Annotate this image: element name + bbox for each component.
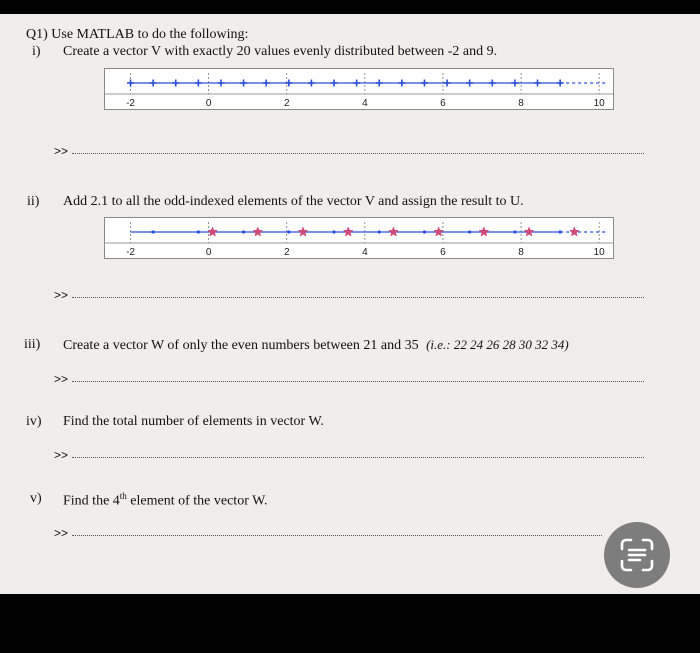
data-point-v: [466, 80, 473, 87]
data-point-star: [434, 227, 444, 236]
answer-line-v[interactable]: [72, 535, 602, 536]
tick-label: 8: [518, 247, 524, 258]
tick-label: 4: [362, 98, 368, 109]
data-point-v: [534, 80, 541, 87]
command-prompt: >>: [54, 144, 69, 158]
answer-line-ii[interactable]: [72, 297, 644, 298]
data-point-v: [353, 80, 360, 87]
tick-label: -2: [126, 98, 135, 109]
part-text-iii: [63, 337, 569, 354]
data-point-v: [172, 80, 179, 87]
data-point-star: [570, 227, 580, 236]
part-number-i: i): [32, 44, 41, 59]
data-point-star: [479, 227, 489, 236]
plot-u-svg: [105, 218, 613, 258]
data-point-v: [511, 80, 518, 87]
part-number-ii: ii): [27, 194, 40, 209]
tick-label: 8: [518, 98, 524, 109]
data-point-dot: [468, 230, 471, 233]
command-prompt: >>: [54, 526, 69, 540]
part-text-v-b: element of the vector W.: [126, 493, 268, 509]
plot-vector-v: [104, 68, 614, 110]
part-text-v-sup: th: [119, 491, 127, 501]
part-text-iv: Find the total number of elements in vector W.: [63, 414, 324, 429]
data-point-v: [308, 80, 315, 87]
text-scan-icon: [604, 522, 670, 588]
data-point-star: [343, 227, 353, 236]
data-point-dot: [332, 230, 335, 233]
data-point-dot: [242, 230, 245, 233]
data-point-v: [240, 80, 247, 87]
tick-label: 10: [593, 247, 605, 258]
part-number-v: v): [30, 491, 42, 506]
worksheet-page: [0, 14, 700, 594]
command-prompt: >>: [54, 372, 69, 386]
data-point-v: [331, 80, 338, 87]
part-text-i: Create a vector V with exactly 20 values evenly distributed between -2 and 9.: [63, 44, 498, 59]
plot-v-svg: [105, 69, 613, 109]
text-scan-button[interactable]: [604, 522, 670, 588]
part-number-iii: iii): [24, 337, 41, 352]
data-point-v: [217, 80, 224, 87]
data-point-v: [557, 80, 564, 87]
tick-label: 4: [362, 247, 368, 258]
data-point-v: [489, 80, 496, 87]
tick-label: 6: [440, 98, 446, 109]
command-prompt: >>: [54, 288, 69, 302]
data-point-v: [376, 80, 383, 87]
data-point-v: [127, 80, 134, 87]
part-text-iii-note: (i.e.: 22 24 26 28 30 32 34): [426, 337, 569, 352]
tick-label: -2: [126, 247, 135, 258]
tick-label: 6: [440, 247, 446, 258]
data-point-star: [253, 227, 263, 236]
data-point-v: [150, 80, 157, 87]
part-text-v: [63, 491, 268, 510]
tick-label: 0: [205, 98, 212, 109]
part-text-iii-main: Create a vector W of only the even numbers between 21 and 35: [63, 338, 419, 353]
data-point-dot: [423, 230, 426, 233]
data-point-v: [195, 80, 202, 87]
tick-label: 10: [593, 98, 605, 109]
command-prompt: >>: [54, 448, 69, 462]
data-point-star: [524, 227, 534, 236]
data-point-star: [208, 227, 218, 236]
data-point-dot: [559, 230, 562, 233]
data-point-dot: [152, 230, 155, 233]
answer-line-iii[interactable]: [72, 381, 644, 382]
question-heading: Q1) Use MATLAB to do the following:: [26, 27, 249, 42]
tick-label: 2: [283, 247, 290, 258]
part-text-ii: Add 2.1 to all the odd-indexed elements of the vector V and assign the result to U.: [63, 194, 524, 209]
data-point-star: [389, 227, 399, 236]
answer-line-iv[interactable]: [72, 457, 644, 458]
data-point-v: [263, 80, 270, 87]
answer-line-i[interactable]: [72, 153, 644, 154]
plot-vector-u: [104, 217, 614, 259]
data-point-dot: [378, 230, 381, 233]
data-point-v: [398, 80, 405, 87]
part-text-v-a: Find the 4: [63, 493, 120, 509]
data-point-v: [444, 80, 451, 87]
data-point-v: [421, 80, 428, 87]
tick-label: 0: [205, 247, 212, 258]
data-point-star: [298, 227, 308, 236]
data-point-dot: [287, 230, 290, 233]
tick-label: 2: [283, 98, 290, 109]
data-point-dot: [513, 230, 516, 233]
data-point-dot: [197, 230, 200, 233]
part-number-iv: iv): [26, 414, 42, 429]
